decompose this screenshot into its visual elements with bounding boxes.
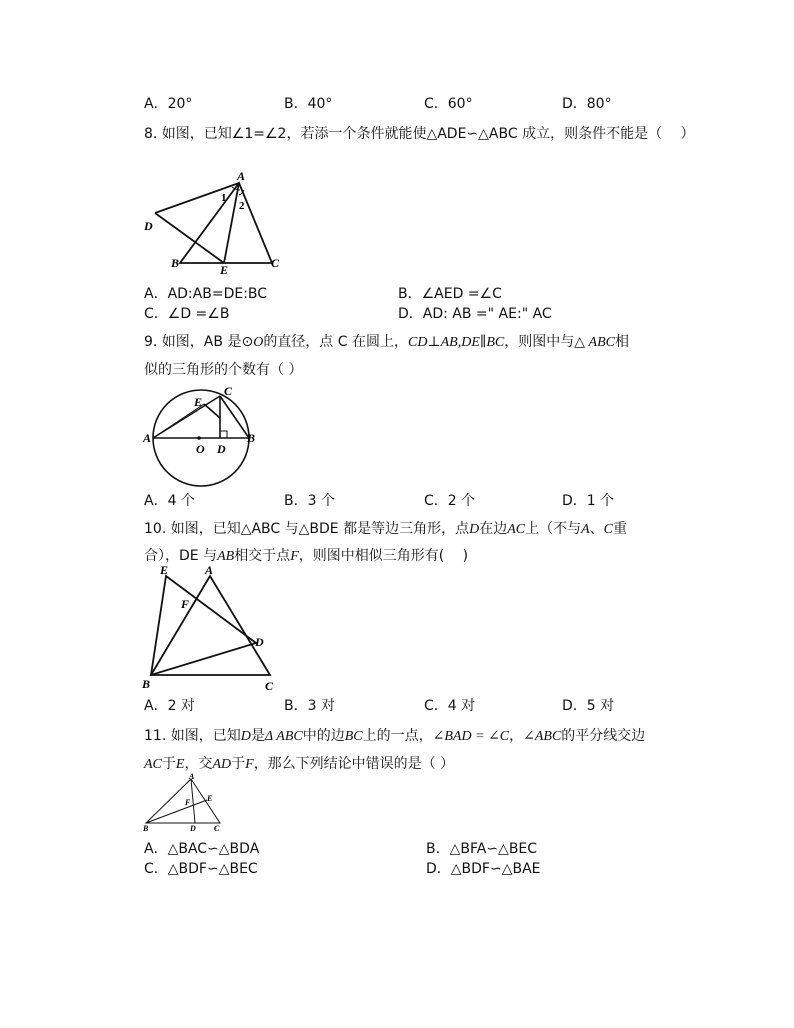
q10-label-c: C <box>265 679 274 693</box>
q11-prompt-part: 于 <box>161 756 176 772</box>
q11-prompt-e: E <box>175 757 185 772</box>
q9-label-e: E <box>194 395 203 409</box>
q9-prompt-condition: CD⊥AB,DE∥BC <box>408 335 505 350</box>
q10-prompt-c: C <box>603 522 614 537</box>
q9-label-o: O <box>196 442 205 456</box>
q8-label-a: A <box>237 169 246 183</box>
q9-figure <box>142 383 262 483</box>
q11-option-c: C．△BDF∽△BEC <box>144 861 258 877</box>
q11-label-d: D <box>190 824 196 833</box>
q10-label-f: F <box>181 597 190 611</box>
q9-prompt-o: O <box>253 335 264 350</box>
q10-prompt-part: 相交于点 <box>234 548 291 564</box>
q9-prompt-line2: 似的三角形的个数有（ ） <box>144 362 303 378</box>
q11-prompt-part: ，那么下列结论中错误的是（ ） <box>253 756 455 772</box>
q9-option-a: A．4 个 <box>144 493 195 509</box>
q10-option-d: D．5 对 <box>562 698 615 714</box>
q7-option-c: C．60° <box>424 96 473 112</box>
q8-option-a: A．AD:AB=DE:BC <box>144 286 268 302</box>
q11-prompt-part: 于 <box>231 756 246 772</box>
q8-option-c: C．∠D =∠B <box>144 306 230 322</box>
q10-figure <box>140 563 290 693</box>
q10-label-e: E <box>160 563 169 577</box>
q7-option-b: B．40° <box>284 96 333 112</box>
q11-prompt-bc: BC <box>344 729 363 744</box>
q10-prompt-f: F <box>290 549 299 564</box>
q9-prompt-part: 相 <box>614 334 629 350</box>
q10-prompt-part: 10. 如图，已知△ABC 与△BDE 都是等边三角形，点 <box>144 521 470 537</box>
q11-prompt-part: 中的边 <box>302 728 345 744</box>
q10-prompt-d: D <box>469 522 480 537</box>
q11-prompt-ad: AD <box>212 757 232 772</box>
q9-label-b: B <box>247 431 256 445</box>
q9-label-a: A <box>143 431 152 445</box>
q11-prompt-part: ，交 <box>184 756 213 772</box>
q11-prompt-part: 是 <box>250 728 265 744</box>
q7-option-a: A．20° <box>144 96 193 112</box>
q8-label-angle1: 1 <box>221 192 227 204</box>
q9-option-c: C．2 个 <box>424 493 476 509</box>
q8-prompt: 8. 如图，已知∠1=∠2，若添一个条件就能使△ADE∽△ABC 成立，则条件不能是（ ） <box>144 126 695 142</box>
q10-prompt-part: 上（不与 <box>525 521 582 537</box>
q10-prompt-part: 重 <box>613 521 628 537</box>
q10-prompt-ab: AB <box>217 549 235 564</box>
q10-label-a: A <box>205 563 214 577</box>
q8-label-angle2: 2 <box>239 200 245 212</box>
q9-prompt-triangle: △ ABC <box>574 335 615 350</box>
q10-prompt-part: 、 <box>589 521 604 537</box>
q11-label-a: A <box>189 772 195 781</box>
q9-option-d: D．1 个 <box>562 493 615 509</box>
q10-option-b: B．3 对 <box>284 698 335 714</box>
q9-label-d: D <box>217 442 226 456</box>
q8-label-d: D <box>144 219 153 233</box>
q10-option-a: A．2 对 <box>144 698 195 714</box>
circle-symbol: ⊙ <box>241 334 254 350</box>
q11-prompt-angle: ∠BAD = ∠C <box>432 729 510 744</box>
q11-figure <box>140 774 230 834</box>
q10-label-b: B <box>142 677 151 691</box>
q11-label-f: F <box>185 798 191 807</box>
q10-label-d: D <box>255 635 264 649</box>
q11-prompt-ac: AC <box>144 757 162 772</box>
q10-option-c: C．4 对 <box>424 698 476 714</box>
q11-prompt-f: F <box>245 757 254 772</box>
q11-option-b: B．△BFA∽△BEC <box>426 841 538 857</box>
q10-prompt-a: A <box>581 522 590 537</box>
q10-prompt-ac: AC <box>507 522 526 537</box>
q10-prompt-part: ，则图中相似三角形有( ) <box>298 548 469 564</box>
q11-prompt-part: ， <box>509 728 524 744</box>
q11-prompt-part: 的平分线交边 <box>561 728 646 744</box>
q11-prompt-d: D <box>240 729 251 744</box>
q11-label-c: C <box>214 824 220 833</box>
q8-figure <box>140 166 290 276</box>
q11-option-d: D．△BDF∽△BAE <box>426 861 541 877</box>
q11-prompt-abc: ∠ABC <box>523 729 562 744</box>
q8-label-e: E <box>220 263 229 277</box>
q10-prompt-part: 在边 <box>479 521 508 537</box>
q9-prompt-part: ，则图中与 <box>504 334 575 350</box>
q8-label-c: C <box>271 256 280 270</box>
q7-option-d: D．80° <box>562 96 612 112</box>
q8-label-b: B <box>171 256 180 270</box>
q8-option-d: D．AD: AB =" AE:" AC <box>398 306 552 322</box>
q8-option-b: B．∠AED =∠C <box>398 286 502 302</box>
q11-prompt-part: 11. 如图，已知 <box>144 728 241 744</box>
q9-prompt-line1 <box>144 333 629 352</box>
q9-option-b: B．3 个 <box>284 493 335 509</box>
q11-prompt-triangle: Δ ABC <box>264 729 303 744</box>
q11-label-e: E <box>207 794 213 803</box>
q11-option-a: A．△BAC∽△BDA <box>144 841 260 857</box>
q9-prompt-part: 9. 如图，AB 是 <box>144 334 242 350</box>
q11-label-b: B <box>143 824 149 833</box>
q10-prompt-line1 <box>144 520 627 539</box>
q10-prompt-part: 合），DE 与 <box>144 548 218 564</box>
q9-label-c: C <box>224 384 233 398</box>
q11-prompt-part: 上的一点， <box>362 728 433 744</box>
q11-prompt-line1 <box>144 727 645 746</box>
q9-prompt-part: 的直径，点 C 在圆上， <box>263 334 408 350</box>
